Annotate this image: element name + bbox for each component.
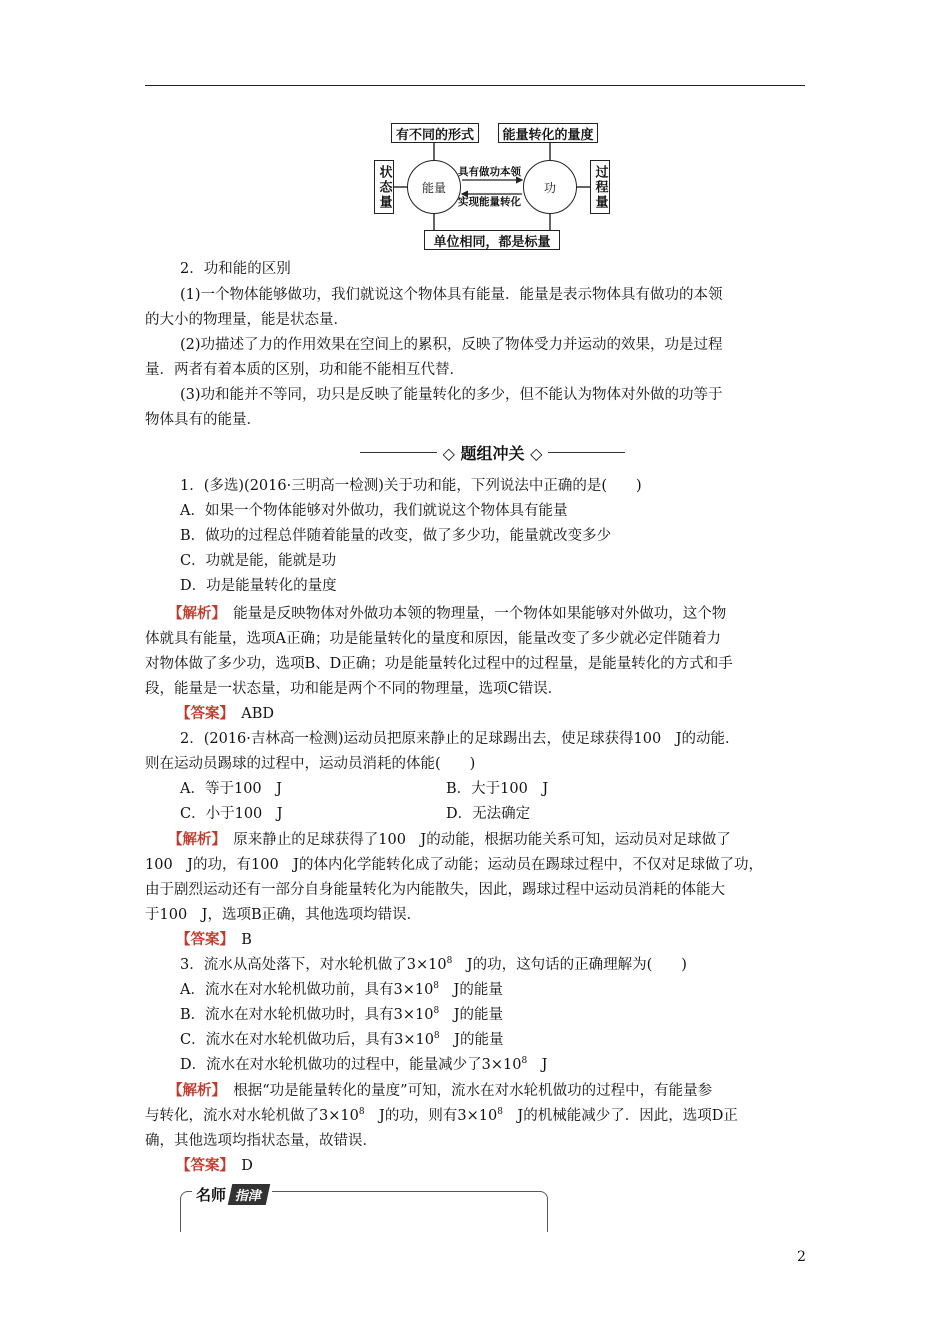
paragraph-line: (2)功描述了力的作用效果在空间上的累积，反映了物体受力并运动的效果，功是过程 [180,337,723,353]
explanation-line: 于100 J，选项B正确，其他选项均错误． [145,907,422,923]
tip-label-a: 名师 [196,1185,227,1204]
analysis-label: 【解析】 [168,832,219,848]
question-3-explanation [168,1081,712,1101]
diagram-arrow-label-bottom: 实现能量转化 [458,196,521,208]
paragraph-line: 物体具有的能量． [145,412,261,428]
question-2-stem-line2: 则在运动员踢球的过程中，运动员消耗的体能( ) [145,756,476,772]
question-1-option-a: A．如果一个物体能够对外做功，我们就说这个物体具有能量 [180,503,568,519]
diagram-circle-energy: 能量 [407,160,461,214]
explanation-line: 段，能量是一状态量，功和能是两个不同的物理量，选项C错误． [145,681,563,697]
section-rule-left [360,452,437,453]
explanation-line: 由于剧烈运动还有一部分自身能量转化为内能散失，因此，踢球过程中运动员消耗的体能大 [145,882,725,898]
question-2-explanation [168,830,731,850]
paragraph-line: (1)一个物体能够做功，我们就说这个物体具有能量．能量是表示物体具有做功的本领 [180,287,723,303]
section-header [360,440,625,464]
analysis-label: 【解析】 [168,1083,219,1099]
diagram-box-process-quantity: 过程量 [590,160,610,214]
diagram-box-units: 单位相同，都是标量 [424,230,560,250]
diagram-box-measure: 能量转化的量度 [498,123,598,143]
question-2-answer [176,930,252,950]
question-3-answer [176,1156,253,1176]
diagram-box-forms: 有不同的形式 [391,123,479,143]
question-1-option-c: C．功就是能，能就是功 [180,553,337,569]
section-title: ◇ 题组冲关 ◇ [442,443,543,463]
answer-text: D [226,1158,253,1174]
section-title-difference: 2．功和能的区别 [180,261,291,277]
explanation-text: 原来静止的足球获得了100 J的动能，根据功能关系可知，运动员对足球做了 [218,832,731,848]
question-1-stem: 1．(多选)(2016·三明高一检测)关于功和能，下列说法中正确的是( ) [180,478,642,494]
answer-text: ABD [226,706,275,722]
question-2-option-b: B．大于100 J [446,781,549,797]
explanation-line: 对物体做了多少功，选项B、D正确；功是能量转化过程中的过程量，是能量转化的方式和手 [145,656,733,672]
answer-label: 【答案】 [176,706,227,722]
question-2-option-d: D．无法确定 [446,806,531,822]
tip-badge [192,1183,272,1205]
question-2-option-a: A．等于100 J [180,781,282,797]
question-1-option-d: D．功是能量转化的量度 [180,578,337,594]
explanation-line: 确，其他选项均指状态量，故错误． [145,1133,377,1149]
question-3-option-d: D．流水在对水轮机做功的过程中，能量减少了$3\times 10^8$ J [180,1056,548,1073]
question-3-option-c: C．流水在对水轮机做功后，具有$3\times 10^8$ J的能量 [180,1031,504,1048]
diagram-box-state-quantity: 状态量 [374,160,394,214]
question-1-option-b: B．做功的过程总伴随着能量的改变，做了多少功，能量就改变多少 [180,528,612,544]
question-3-stem: 3．流水从高处落下，对水轮机做了$3\times 10^8$ J的功，这句话的正确理解为( ) [180,956,687,973]
explanation-line: 与转化，流水对水轮机做了$3\times 10^8$ J的功，则有$3\times 10^8$ J的机械能减少了．因此，选项D正 [145,1107,738,1124]
section-rule-right [548,452,625,453]
question-2-stem: 2．(2016·吉林高一检测)运动员把原来静止的足球踢出去，使足球获得100 J的动能． [180,731,740,747]
answer-text: B [226,932,252,948]
question-1-answer [176,704,274,724]
explanation-text: 能量是反映物体对外做功本领的物理量，一个物体如果能够对外做功，这个物 [218,606,727,622]
paragraph-line: 的大小的物理量，能是状态量． [145,312,348,328]
page-number: 2 [797,1249,806,1265]
question-3-option-b: B．流水在对水轮机做功时，具有$3\times 10^8$ J的能量 [180,1006,504,1023]
question-1-explanation [168,604,726,624]
paragraph-line: 量．两者有着本质的区别，功和能不能相互代替． [145,362,464,378]
explanation-line: 100 J的功，有100 J的体内化学能转化成了动能；运动员在踢球过程中，不仅对足球做了功， [145,857,763,873]
answer-label: 【答案】 [176,1158,227,1174]
teacher-tip-box [180,1183,548,1219]
diagram-arrow-label-top: 具有做功本领 [458,166,521,178]
paragraph-line: (3)功和能并不等同，功只是反映了能量转化的多少，但不能认为物体对外做的功等于 [180,387,723,403]
explanation-text: 根据“功是能量转化的量度”可知，流水在对水轮机做功的过程中，有能量参 [218,1083,713,1099]
tip-label-b: 指津 [228,1184,270,1205]
question-3-option-a: A．流水在对水轮机做功前，具有$3\times 10^8$ J的能量 [180,981,503,998]
answer-label: 【答案】 [176,932,227,948]
work-energy-diagram [372,118,616,252]
question-2-option-c: C．小于100 J [180,806,283,822]
header-rule [145,85,805,86]
diagram-circle-work: 功 [523,160,577,214]
analysis-label: 【解析】 [168,606,219,622]
explanation-line: 体就具有能量，选项A正确；功是能量转化的量度和原因，能量改变了多少就必定伴随着力 [145,631,721,647]
